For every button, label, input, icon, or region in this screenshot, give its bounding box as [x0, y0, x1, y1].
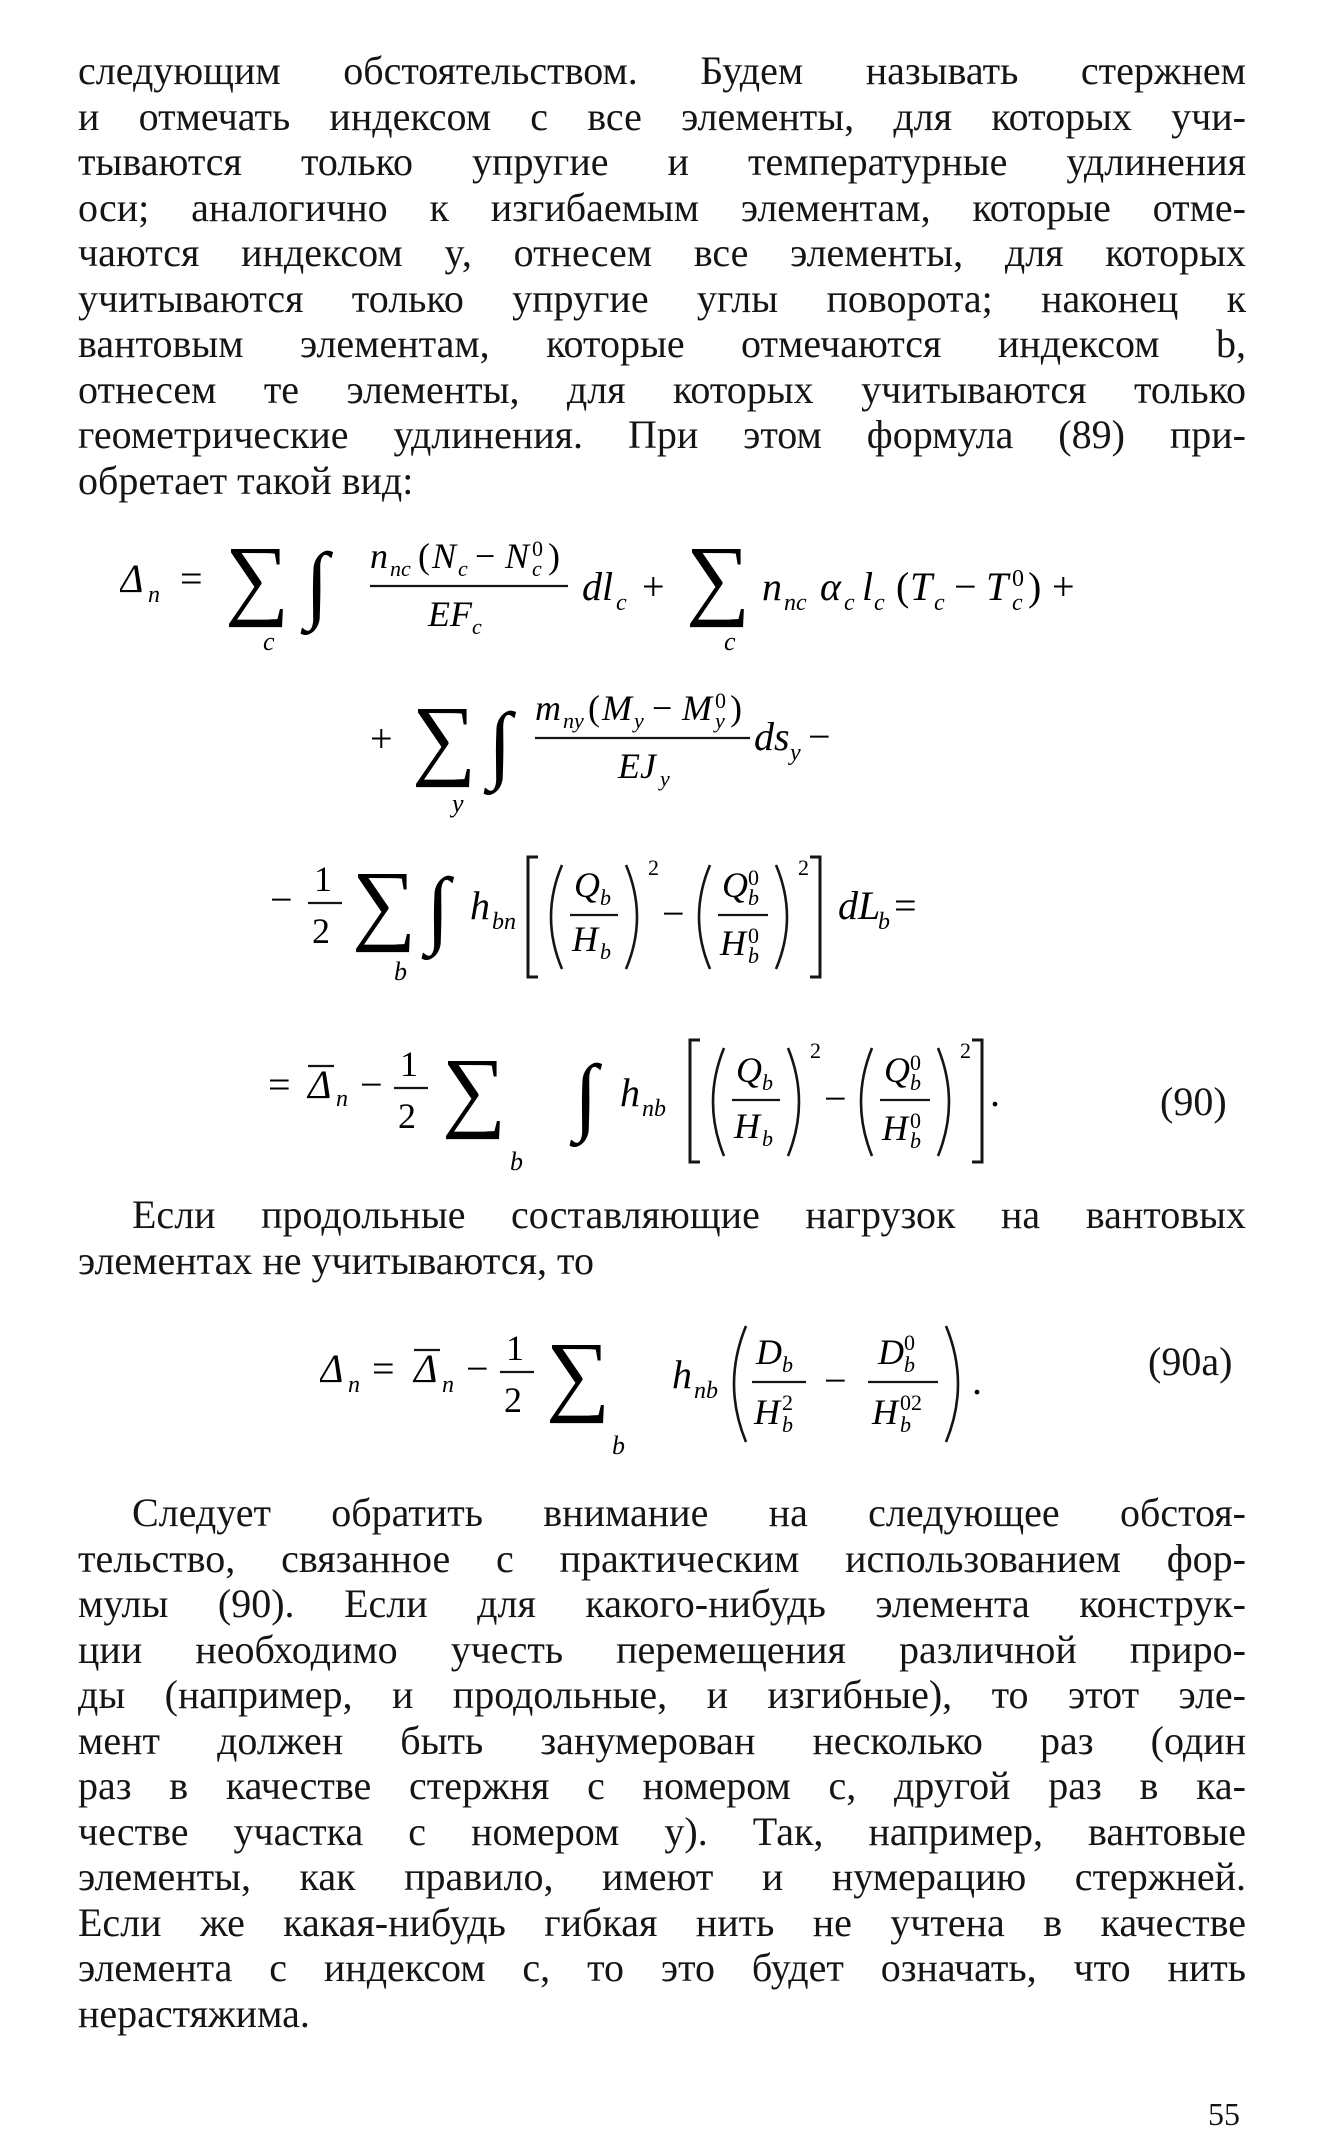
- svg-text:b: b: [600, 885, 611, 910]
- svg-text:−: −: [466, 1346, 489, 1391]
- svg-text:nc: nc: [784, 590, 807, 616]
- svg-text:): ): [548, 536, 560, 576]
- text-line: геометрические удлинения. При этом формула (89) при-: [78, 412, 1246, 457]
- svg-text:−: −: [662, 891, 685, 936]
- equation-90-line-2: [370, 680, 990, 847]
- svg-text:c: c: [616, 590, 627, 616]
- svg-text:(: (: [588, 688, 600, 728]
- svg-text:2: 2: [648, 855, 659, 880]
- svg-text:∫: ∫: [574, 1047, 598, 1143]
- svg-text:Q: Q: [884, 1050, 910, 1090]
- svg-text:c: c: [532, 556, 542, 581]
- svg-text:y: y: [715, 708, 725, 733]
- svg-text:l: l: [862, 564, 874, 609]
- svg-text:Δ: Δ: [320, 1346, 344, 1391]
- svg-text:n: n: [348, 1372, 360, 1398]
- svg-text:Q: Q: [574, 865, 600, 905]
- svg-text:0: 0: [532, 536, 543, 561]
- text-line: следующим обстоятельством. Будем называть стержнем: [78, 48, 1246, 93]
- svg-text:(: (: [418, 536, 430, 576]
- svg-text:(: (: [896, 564, 910, 609]
- svg-text:b: b: [600, 939, 611, 964]
- svg-text:n: n: [148, 582, 160, 608]
- paragraph-3: [78, 1490, 1246, 2036]
- svg-text:H: H: [754, 1392, 780, 1432]
- svg-text:α: α: [820, 564, 841, 609]
- svg-text:=: =: [268, 1062, 291, 1107]
- svg-text:n: n: [336, 1086, 348, 1112]
- paragraph-1: [78, 48, 1246, 503]
- sum-index-b: b: [612, 1431, 625, 1460]
- svg-text:b: b: [900, 1412, 911, 1437]
- text-line: нерастяжима.: [78, 1990, 310, 2036]
- sum-index-c: c: [263, 627, 275, 656]
- svg-text:+: +: [1052, 564, 1075, 609]
- equation-90-line-4: [268, 1010, 1068, 1197]
- text-line: ды (например, и продольные, и изгибные), то этот эле-: [78, 1672, 1246, 1717]
- svg-text:Δ: Δ: [308, 1062, 332, 1107]
- svg-text:c: c: [934, 590, 945, 616]
- svg-text:−: −: [808, 714, 831, 759]
- svg-text:h: h: [672, 1352, 692, 1397]
- svg-text:n: n: [442, 1372, 454, 1398]
- svg-text:b: b: [782, 1412, 793, 1437]
- text-line: и отмечать индексом c все элементы, для которых учи-: [78, 93, 1246, 139]
- text-line: вантовым элементам, которые отмечаются индексом b,: [78, 321, 1246, 366]
- svg-text:∫: ∫: [426, 860, 450, 956]
- svg-text:m: m: [535, 688, 561, 728]
- svg-text:dl: dl: [582, 564, 614, 609]
- svg-text:h: h: [470, 883, 490, 928]
- svg-text:−: −: [824, 1076, 847, 1121]
- svg-text:D: D: [756, 1332, 782, 1372]
- svg-text:0: 0: [904, 1330, 915, 1355]
- svg-text:1: 1: [314, 859, 332, 899]
- svg-text:b: b: [910, 1070, 921, 1095]
- svg-text:H: H: [872, 1392, 898, 1432]
- equation-90a: [320, 1300, 1020, 1487]
- svg-text:0: 0: [910, 1050, 921, 1075]
- svg-text:H: H: [734, 1106, 760, 1146]
- svg-text:h: h: [620, 1070, 640, 1115]
- equation-90-line-1: [120, 520, 1220, 687]
- page-number: 55: [1208, 2096, 1240, 2132]
- svg-text:y: y: [790, 740, 801, 766]
- svg-text:0: 0: [715, 688, 726, 713]
- svg-text:M: M: [682, 688, 712, 728]
- text-line: мент должен быть занумерован несколько раз (один: [78, 1717, 1246, 1763]
- text-line: тываются только упругие и температурные удлинения: [78, 139, 1246, 184]
- equation-number-90a: (90a): [1148, 1339, 1233, 1384]
- svg-text:b: b: [782, 1352, 793, 1377]
- text-line: Следует обратить внимание на следующее обстоя-: [132, 1490, 1246, 1535]
- svg-text:b: b: [878, 909, 890, 935]
- text-line: элементы, как правило, имеют и нумерацию стержней.: [78, 1854, 1246, 1899]
- svg-text:∑: ∑: [352, 854, 417, 953]
- svg-text:+: +: [370, 716, 393, 761]
- svg-text:0: 0: [910, 1108, 921, 1133]
- svg-text:ny: ny: [563, 708, 584, 733]
- svg-text:2: 2: [960, 1038, 971, 1063]
- svg-text:2: 2: [398, 1096, 416, 1136]
- text-line: тельство, связанное с практическим использованием фор-: [78, 1535, 1246, 1581]
- svg-text:0: 0: [1012, 566, 1024, 592]
- svg-text:M: M: [602, 688, 632, 728]
- text-line: учитываются только упругие углы поворота; наконец к: [78, 275, 1246, 321]
- svg-text:2: 2: [504, 1380, 522, 1420]
- svg-text:N: N: [505, 536, 530, 576]
- svg-text:b: b: [748, 943, 759, 968]
- svg-text:=: =: [372, 1346, 395, 1391]
- svg-text:−: −: [475, 536, 496, 576]
- svg-text:2: 2: [782, 1390, 793, 1415]
- svg-text:bn: bn: [492, 909, 516, 935]
- text-line: обретает такой вид:: [78, 457, 414, 503]
- svg-text:∑: ∑: [412, 689, 477, 788]
- equation-90-line-3: [270, 835, 1050, 1012]
- svg-text:nb: nb: [694, 1378, 718, 1404]
- svg-text:): ): [1028, 564, 1042, 609]
- svg-text:b: b: [762, 1070, 773, 1095]
- equation-number-90: (90): [1160, 1079, 1227, 1124]
- svg-text:∫: ∫: [488, 695, 512, 791]
- svg-text:nc: nc: [390, 556, 411, 581]
- svg-text:=: =: [894, 883, 917, 928]
- svg-text:2: 2: [798, 855, 809, 880]
- svg-text:n: n: [370, 536, 388, 576]
- svg-text:H: H: [572, 919, 598, 959]
- svg-text:EJ: EJ: [618, 746, 656, 786]
- text-line: ции необходимо учесть перемещения различной приро-: [78, 1626, 1246, 1672]
- svg-text:y: y: [660, 766, 670, 791]
- sum-index-b: b: [394, 957, 407, 986]
- svg-text:Δ: Δ: [414, 1346, 438, 1391]
- svg-text:−: −: [270, 877, 293, 922]
- svg-text:.: .: [972, 1358, 982, 1403]
- svg-text:): ): [730, 688, 742, 728]
- svg-text:c: c: [472, 614, 482, 639]
- svg-text:H: H: [882, 1108, 908, 1148]
- text-line: чаются индексом y, отнесем все элементы, для которых: [78, 230, 1246, 275]
- text-line: элемента с индексом c, то это будет означать, что нить: [78, 1945, 1246, 1990]
- svg-text:+: +: [642, 564, 665, 609]
- text-line: отнесем те элементы, для которых учитываются только: [78, 366, 1246, 412]
- svg-text:T: T: [910, 564, 933, 609]
- svg-text:02: 02: [900, 1390, 922, 1415]
- svg-text:y: y: [634, 708, 644, 733]
- svg-text:b: b: [910, 1128, 921, 1153]
- svg-text:Q: Q: [722, 865, 748, 905]
- svg-text:∑: ∑: [442, 1041, 507, 1140]
- svg-text:2: 2: [810, 1038, 821, 1063]
- svg-text:∑: ∑: [546, 1325, 611, 1424]
- text-line: элементах не учитываются, то: [78, 1237, 594, 1283]
- svg-text:n: n: [762, 564, 782, 609]
- svg-text:D: D: [878, 1332, 904, 1372]
- svg-text:b: b: [748, 885, 759, 910]
- svg-text:Q: Q: [736, 1050, 762, 1090]
- text-line: Если продольные составляющие нагрузок на вантовых: [132, 1192, 1246, 1237]
- svg-text:N: N: [432, 536, 457, 576]
- svg-text:EF: EF: [428, 594, 472, 634]
- svg-text:0: 0: [748, 865, 759, 890]
- svg-text:c: c: [724, 627, 736, 656]
- text-line: раз в качестве стержня с номером c, другой раз в ка-: [78, 1763, 1246, 1808]
- svg-text:dL: dL: [838, 883, 881, 928]
- svg-text:−: −: [824, 1358, 847, 1403]
- svg-text:c: c: [844, 590, 855, 616]
- svg-text:−: −: [954, 564, 977, 609]
- svg-text:b: b: [904, 1352, 915, 1377]
- svg-text:−: −: [360, 1062, 383, 1107]
- sum-index-y: y: [452, 789, 464, 818]
- svg-text:∫: ∫: [305, 535, 329, 631]
- svg-text:T: T: [986, 564, 1009, 609]
- svg-text:1: 1: [506, 1328, 524, 1368]
- svg-text:ds: ds: [754, 714, 790, 759]
- svg-text:Δ: Δ: [120, 556, 144, 601]
- svg-text:−: −: [652, 688, 673, 728]
- svg-text:2: 2: [312, 911, 330, 951]
- text-line: честве участка с номером y). Так, например, вантовые: [78, 1808, 1246, 1854]
- svg-text:0: 0: [748, 923, 759, 948]
- svg-text:1: 1: [400, 1044, 418, 1084]
- svg-text:b: b: [762, 1126, 773, 1151]
- svg-text:∑: ∑: [686, 529, 751, 628]
- svg-text:=: =: [180, 556, 203, 601]
- svg-text:.: .: [990, 1070, 1000, 1115]
- text-line: мулы (90). Если для какого-нибудь элемента конструк-: [78, 1581, 1246, 1626]
- svg-text:c: c: [1012, 590, 1023, 616]
- svg-text:c: c: [458, 556, 468, 581]
- svg-text:∑: ∑: [225, 529, 290, 628]
- svg-text:nb: nb: [642, 1096, 666, 1122]
- svg-text:c: c: [874, 590, 885, 616]
- svg-text:H: H: [720, 923, 746, 963]
- text-line: Если же какая-нибудь гибкая нить не учтена в качестве: [78, 1899, 1246, 1945]
- paragraph-2: [78, 1192, 1246, 1283]
- sum-index-b: b: [510, 1147, 523, 1176]
- text-line: оси; аналогично к изгибаемым элементам, которые отме-: [78, 184, 1246, 230]
